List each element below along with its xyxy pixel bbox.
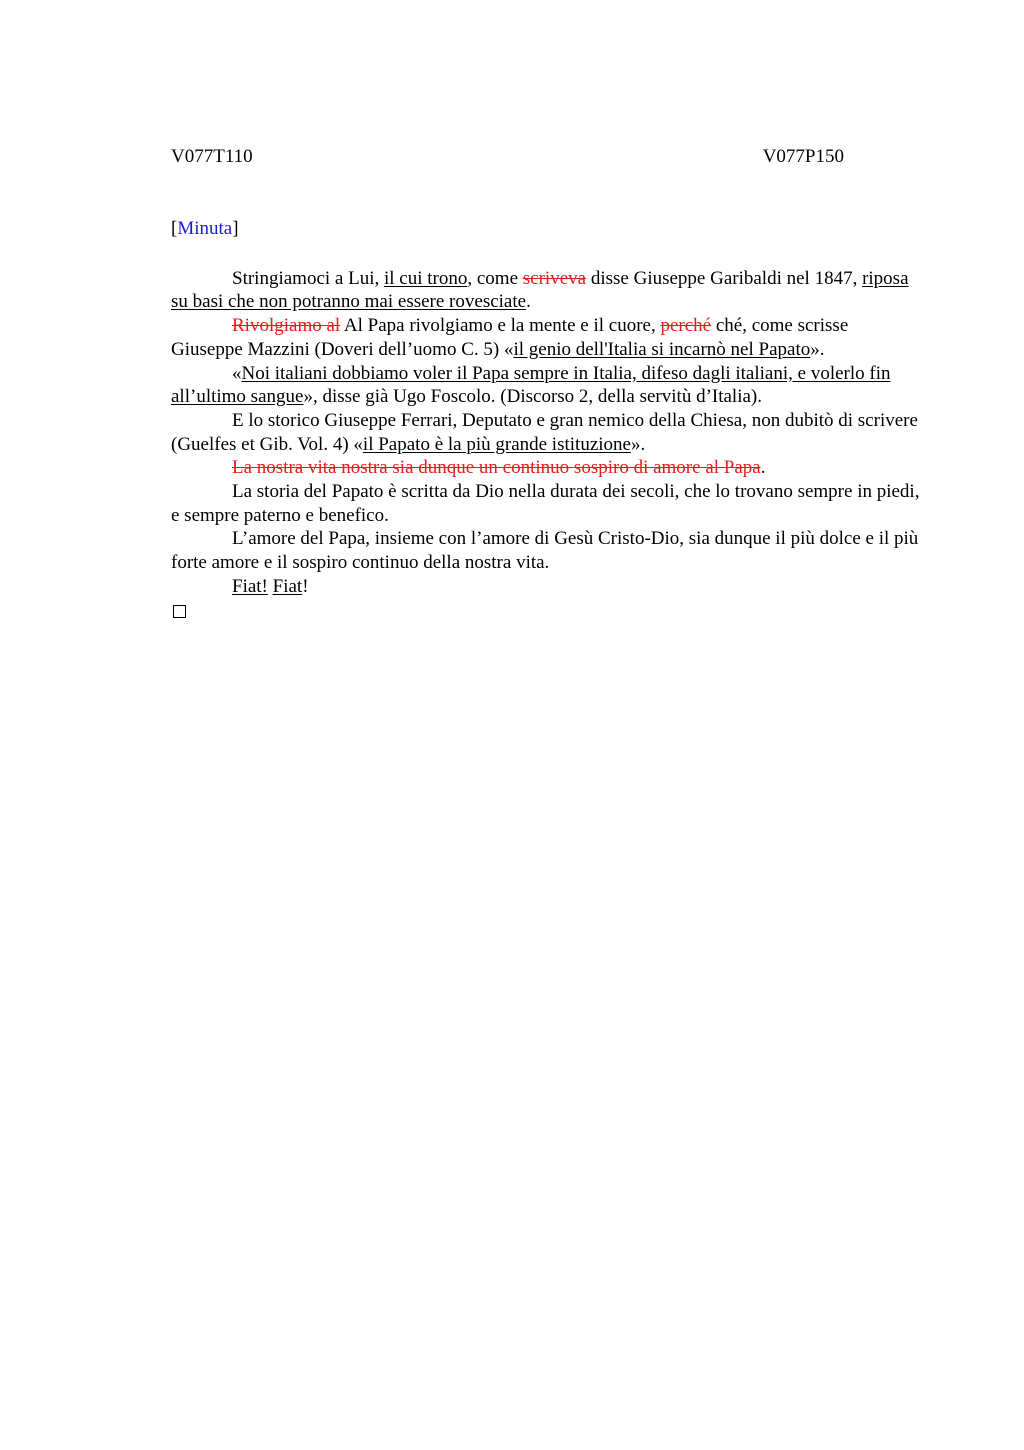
paragraph-deleted xyxy=(171,456,921,480)
minuta-text: Minuta xyxy=(177,218,233,239)
deleted-text: scriveva xyxy=(522,267,587,289)
text-run: . xyxy=(526,291,531,313)
document-page xyxy=(171,145,921,618)
paragraph-foscolo xyxy=(171,362,921,409)
header-left-code: V077T110 xyxy=(171,146,253,167)
deleted-text: La nostra vita nostra sia dunque un continuo sospiro di amore al Papa xyxy=(232,457,761,479)
paragraph-amore xyxy=(171,527,921,574)
underlined-text: il cui trono xyxy=(383,267,468,289)
paragraph-mazzini xyxy=(171,314,921,361)
minuta-label xyxy=(171,217,921,241)
paragraph-storia xyxy=(171,480,921,527)
text-run: , come xyxy=(467,267,523,289)
underlined-text: Fiat! xyxy=(232,575,268,597)
bracket-open: [ xyxy=(171,218,178,239)
text-run: . xyxy=(760,457,766,479)
text-run: Al Papa rivolgiamo e la mente e il cuore, xyxy=(340,315,661,337)
paragraph-garibaldi xyxy=(171,267,921,314)
text-run: L’amore del Papa, insieme con l’amore di Gesù Cristo-Dio, sia dunque il più dolce e il più forte amore e il sospiro continuo della nostra vita. xyxy=(171,528,919,574)
underlined-text: il Papato è la più grande istituzione xyxy=(362,433,631,455)
deleted-text: perché xyxy=(660,315,712,337)
text-run: ». xyxy=(810,338,825,360)
bracket-close: ] xyxy=(232,218,239,239)
document-body xyxy=(171,267,921,618)
text-run: La storia del Papato è scritta da Dio nella durata dei secoli, che lo trovano sempre in piedi, e sempre paterno e benefico. xyxy=(171,481,920,526)
text-run: », disse già Ugo Foscolo. (Discorso 2, della servitù d’Italia). xyxy=(303,386,763,408)
underlined-text: il genio dell'Italia si incarnò nel Papato xyxy=(513,338,811,360)
underlined-text: riposa su basi che non potranno mai essere rovesciate xyxy=(171,267,909,313)
underlined-text: Noi italiani dobbiamo voler il Papa sempre in Italia, difeso dagli italiani, e volerlo fin all’ultimo sangue xyxy=(171,362,891,408)
header-right-code: V077P150 xyxy=(762,146,844,167)
text-run: ché, come scrisse Giuseppe Mazzini (Doveri dell’uomo C. 5) « xyxy=(171,315,849,360)
underlined-text: Fiat xyxy=(272,575,303,597)
text-run: « xyxy=(232,362,242,384)
deleted-text: Rivolgiamo al xyxy=(232,315,341,337)
text-run: ». xyxy=(630,433,646,455)
text-run: ! xyxy=(302,575,309,597)
end-square-icon xyxy=(173,605,186,618)
text-run: disse Giuseppe Garibaldi nel 1847, xyxy=(586,267,863,289)
document-header xyxy=(171,145,844,171)
paragraph-ferrari xyxy=(171,409,921,456)
text-run: E lo storico Giuseppe Ferrari, Deputato e gran nemico della Chiesa, non dubitò di scrivere (Guelfes et Gib. Vol. 4) « xyxy=(171,409,918,455)
paragraph-fiat xyxy=(171,575,921,599)
text-run: Stringiamoci a Lui, xyxy=(232,267,384,289)
